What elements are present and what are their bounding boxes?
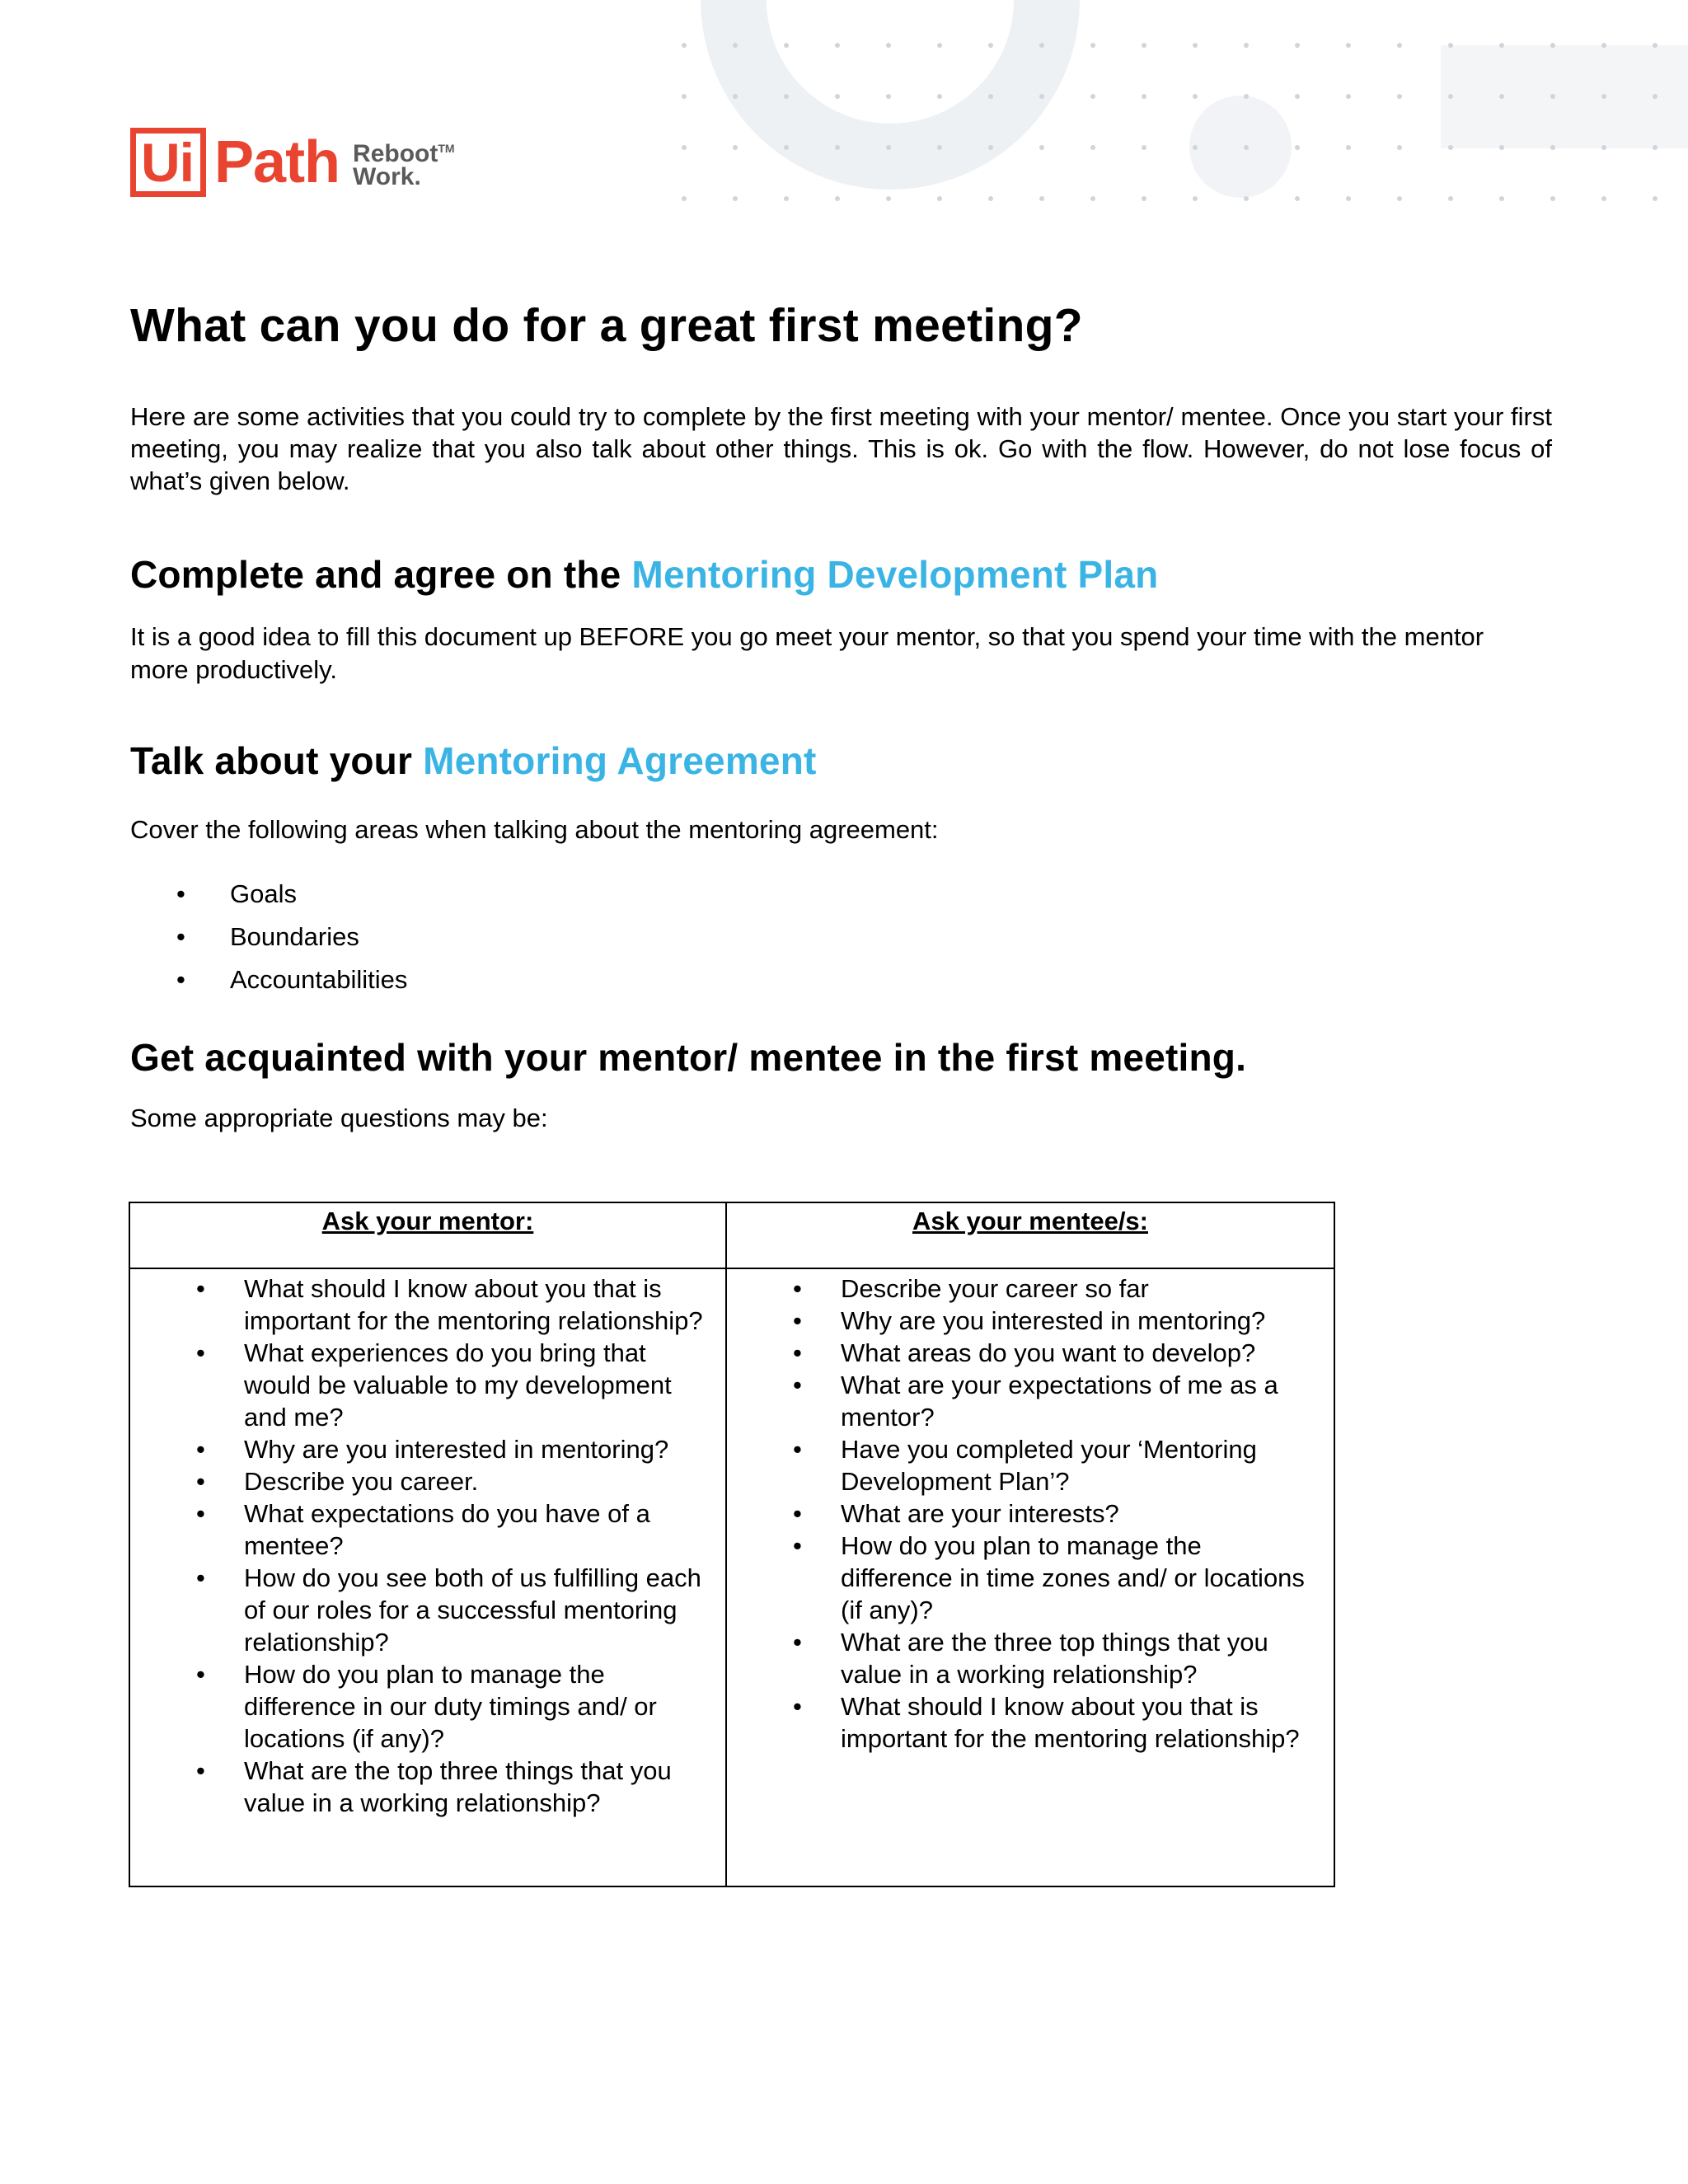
list-item: • What are your interests? [727, 1497, 1334, 1530]
list-item: • What areas do you want to develop? [727, 1337, 1334, 1369]
section-heading-get-acquainted: Get acquainted with your mentor/ mentee in the first meeting. [130, 1036, 1247, 1079]
list-item: • What should I know about you that is important for the mentoring relationship? [130, 1272, 725, 1337]
mentee-questions-cell [726, 1268, 1334, 1886]
list-item: • How do you plan to manage the difference in time zones and/ or locations (if any)? [727, 1530, 1334, 1626]
list-item: • Describe your career so far [727, 1272, 1334, 1305]
mentor-questions-list [130, 1272, 725, 1819]
heading-prefix: Complete and agree on the [130, 553, 621, 596]
list-item: • Have you completed your ‘Mentoring Development Plan’? [727, 1433, 1334, 1497]
page-title: What can you do for a great first meeting? [130, 299, 1083, 352]
document-body [130, 288, 1552, 1135]
table-header-row [129, 1202, 1334, 1268]
logo-ui-mark: Ui [130, 128, 206, 197]
section-heading-development-plan [130, 550, 1552, 599]
list-item: • What should I know about you that is important for the mentoring relationship? [727, 1690, 1334, 1755]
list-item: • Why are you interested in mentoring? [727, 1305, 1334, 1337]
list-item: • Describe you career. [130, 1465, 725, 1497]
mentor-questions-cell [129, 1268, 726, 1886]
mentoring-development-plan-link[interactable]: Mentoring Development Plan [631, 553, 1159, 596]
questions-table [129, 1202, 1335, 1887]
intro-paragraph: Here are some activities that you could try to complete by the first meeting with your mentor/ mentee. Once you start your first meeting, you may realize that you also talk about other things. This is ok. Go with the flow. However, do not lose focus of what’s given below. [130, 402, 1552, 495]
mentee-questions-list [727, 1272, 1334, 1755]
list-item: • What are the top three things that you value in a working relationship? [130, 1755, 725, 1819]
list-item: • How do you plan to manage the difference in our duty timings and/ or locations (if any)? [130, 1658, 725, 1755]
section-heading-agreement [130, 736, 1552, 785]
mentee-column-header: Ask your mentee/s: [726, 1202, 1334, 1268]
list-item: • What are the three top things that you value in a working relationship? [727, 1626, 1334, 1690]
logo-tag-work: Work. [353, 162, 421, 190]
agreement-paragraph: Cover the following areas when talking about the mentoring agreement: [130, 815, 939, 844]
logo-path-text: Path [214, 129, 340, 195]
list-item: • What are your expectations of me as a mentor? [727, 1369, 1334, 1433]
list-item: • What experiences do you bring that would be valuable to my development and me? [130, 1337, 725, 1433]
list-item: • What expectations do you have of a mentee? [130, 1497, 725, 1562]
list-item: • Boundaries [130, 916, 1552, 958]
list-item: • Accountabilities [130, 958, 1552, 1001]
heading-prefix: Talk about your [130, 739, 413, 782]
list-item: • How do you see both of us fulfilling each of our roles for a successful mentoring relationship? [130, 1562, 725, 1658]
development-plan-paragraph: It is a good idea to fill this document up BEFORE you go meet your mentor, so that you spend your time with the mentor more productively. [130, 622, 1484, 684]
list-item: • Goals [130, 873, 1552, 916]
mentoring-agreement-link[interactable]: Mentoring Agreement [423, 739, 817, 782]
uipath-logo [130, 125, 455, 199]
table-row [129, 1268, 1334, 1886]
mentor-column-header: Ask your mentor: [129, 1202, 726, 1268]
questions-intro: Some appropriate questions may be: [130, 1104, 548, 1132]
logo-tagline [353, 137, 455, 189]
logo-tag-tm: TM [438, 141, 455, 155]
logo-tag-reboot: Reboot [353, 139, 438, 167]
agreement-areas-list [130, 873, 1552, 1001]
list-item: • Why are you interested in mentoring? [130, 1433, 725, 1465]
